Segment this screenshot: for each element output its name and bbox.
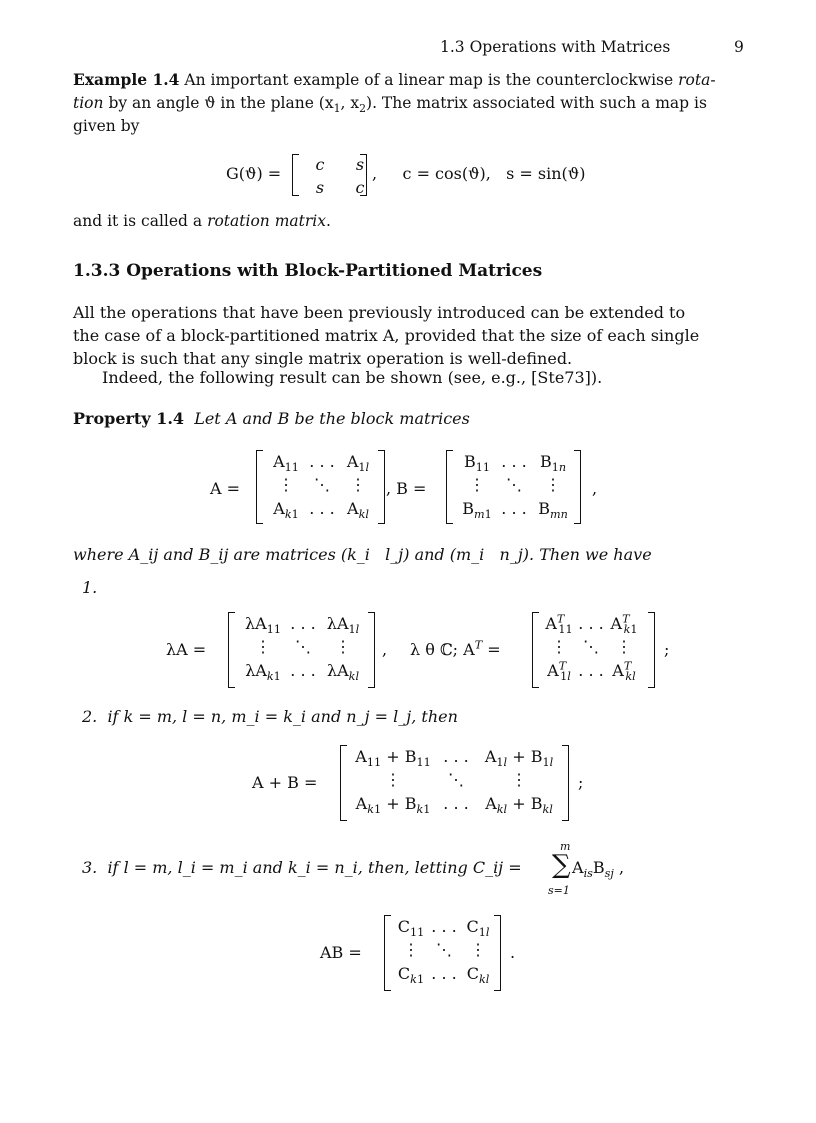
matrix-cell: $\lambda A_{1l}$ bbox=[326, 614, 360, 637]
property-label: Property 1.4 bbox=[73, 409, 185, 428]
matrix-cell: . . . bbox=[443, 747, 469, 766]
lambda-comma: , bbox=[382, 640, 388, 659]
matrix-cell: $B_{m1}$ bbox=[462, 499, 492, 522]
matrix-cell: . . . bbox=[501, 452, 527, 471]
matrix-cell: . . . bbox=[309, 452, 335, 471]
matrix-cell: c bbox=[315, 155, 325, 174]
right-bracket bbox=[494, 915, 501, 991]
matrix-cell: $A_{kl}$ bbox=[347, 499, 369, 522]
comma: , bbox=[592, 479, 598, 498]
matrix-cell: . . . bbox=[578, 661, 604, 680]
example-text-2-italic: tion bbox=[73, 94, 104, 112]
example-text-1: An important example of a linear map is the counterclockwise bbox=[179, 71, 679, 89]
matrix-cell: $A^T_{1l}$ bbox=[547, 659, 571, 684]
right-bracket bbox=[368, 612, 375, 688]
matrix-cell: ⋮ bbox=[335, 637, 351, 656]
matrix-cell: ⋮ bbox=[385, 770, 401, 789]
matrix-cell: ⋱ bbox=[295, 637, 311, 656]
matrix-cell: $\lambda A_{kl}$ bbox=[326, 661, 360, 684]
example-text-2b: ). The matrix associated with such a map is bbox=[366, 94, 707, 112]
matrix-cell: $A^T_{k1}$ bbox=[610, 612, 638, 637]
left-bracket bbox=[532, 612, 539, 688]
matrix-cell: $A_{11} + B_{11}$ bbox=[355, 747, 431, 770]
example-text-3: given by bbox=[73, 117, 140, 135]
page-number: 9 bbox=[734, 38, 744, 56]
matrix-cell: ⋮ bbox=[616, 637, 632, 656]
lambda-condition: λ θ ℂ; $A^T$ = bbox=[410, 638, 501, 659]
matrix-cell: $C_{11}$ bbox=[397, 917, 425, 940]
left-bracket bbox=[292, 154, 299, 196]
matrix-cell: . . . bbox=[431, 917, 457, 936]
matrix-cell: $C_{1l}$ bbox=[466, 917, 490, 940]
rotation-matrix-lhs: G(ϑ) = bbox=[226, 164, 282, 183]
closing-a: and it is called a bbox=[73, 212, 208, 230]
matrix-cell: ⋮ bbox=[545, 475, 561, 494]
ab-lhs: AB = bbox=[320, 943, 362, 962]
period: . bbox=[510, 943, 516, 962]
running-title: 1.3 Operations with Matrices bbox=[440, 38, 671, 56]
section-line-2: the case of a block-partitioned matrix A, provided that the size of each single bbox=[73, 326, 700, 345]
matrix-cell: ⋮ bbox=[551, 637, 567, 656]
semicolon: ; bbox=[578, 773, 584, 792]
matrix-cell: ⋮ bbox=[255, 637, 271, 656]
example-text-1-italic: rota- bbox=[678, 71, 716, 89]
matrix-cell: $\lambda A_{k1}$ bbox=[245, 661, 281, 684]
left-bracket bbox=[384, 915, 391, 991]
matrix-cell: $A^T_{11}$ bbox=[545, 612, 573, 637]
matrix-cell: ⋮ bbox=[511, 770, 527, 789]
property-statement bbox=[73, 409, 470, 428]
lambda-a-matrix bbox=[236, 614, 370, 684]
transpose-matrix bbox=[540, 612, 644, 684]
left-bracket bbox=[256, 450, 263, 524]
matrix-cell: ⋱ bbox=[506, 475, 522, 494]
example-text-2: by an angle ϑ in the plane (x bbox=[103, 94, 334, 112]
matrix-cell: $B_{1n}$ bbox=[539, 452, 567, 475]
matrix-cell: $A_{11}$ bbox=[273, 452, 299, 475]
matrix-cell: $\lambda A_{11}$ bbox=[245, 614, 281, 637]
matrix-cell: $C_{k1}$ bbox=[397, 964, 425, 987]
item-1-label: 1. bbox=[82, 578, 98, 597]
matrix-cell: ⋮ bbox=[350, 475, 366, 494]
right-bracket bbox=[648, 612, 655, 688]
sum-upper: m bbox=[560, 840, 571, 853]
matrix-cell: . . . bbox=[290, 614, 316, 633]
section-paragraph bbox=[73, 301, 745, 370]
right-bracket bbox=[378, 450, 385, 524]
matrix-cell: . . . bbox=[431, 964, 457, 983]
semicolon: ; bbox=[664, 640, 670, 659]
matrix-cell: ⋮ bbox=[470, 940, 486, 959]
closing-italic: rotation matrix bbox=[207, 212, 326, 230]
section-line-3: block is such that any single matrix operation is well-defined. bbox=[73, 349, 573, 368]
matrix-cell: ⋮ bbox=[469, 475, 485, 494]
section-heading: 1.3.3 Operations with Block-Partitioned Matrices bbox=[73, 261, 543, 281]
sum-term: $A_{is}B_{sj}$ , bbox=[572, 858, 625, 881]
left-bracket bbox=[340, 745, 347, 821]
matrix-cell: ⋱ bbox=[583, 637, 599, 656]
example-label: Example 1.4 bbox=[73, 70, 180, 89]
a-plus-b-lhs: A + B = bbox=[252, 773, 318, 792]
matrix-cell: c bbox=[355, 178, 365, 197]
section-line-1: All the operations that have been previously introduced can be extended to bbox=[73, 303, 686, 322]
matrix-cell: $A_{k1} + B_{k1}$ bbox=[355, 794, 431, 817]
lambda-cond-text: λ θ ℂ; bbox=[410, 640, 459, 659]
rotation-matrix-rhs: , c = cos(ϑ), s = sin(ϑ) bbox=[372, 164, 586, 183]
item-2: 2. if k = m, l = n, m_i = k_i and n_j = l_j, then bbox=[82, 707, 458, 726]
matrix-b-lhs: , B = bbox=[386, 479, 427, 498]
item-3: 3. if l = m, l_i = m_i and k_i = n_i, then, letting C_ij = bbox=[82, 858, 522, 877]
a-plus-b-matrix bbox=[348, 747, 564, 817]
left-bracket bbox=[446, 450, 453, 524]
matrix-cell: $A_{k1}$ bbox=[273, 499, 299, 522]
matrix-cell: ⋱ bbox=[448, 770, 464, 789]
rotation-matrix bbox=[300, 155, 380, 197]
matrix-cell: s bbox=[355, 155, 365, 174]
block-matrix-b bbox=[454, 452, 578, 522]
matrix-cell: $A_{kl} + B_{kl}$ bbox=[485, 794, 553, 817]
closing-b: . bbox=[325, 212, 331, 230]
matrix-cell: ⋮ bbox=[403, 940, 419, 959]
matrix-cell: $B_{11}$ bbox=[463, 452, 490, 475]
closing-sentence bbox=[73, 210, 745, 233]
lambda-a-lhs: λA = bbox=[166, 640, 207, 659]
left-bracket bbox=[228, 612, 235, 688]
section-paragraph-2: Indeed, the following result can be shown (see, e.g., [Ste73]). bbox=[102, 368, 603, 387]
example-paragraph: Example 1.4 An important example of a linear map is the counterclockwise rota- tion by an angle ϑ in the plane ($x_1$, $x_2$). The matrix associated with such a map is given by bbox=[73, 70, 716, 135]
right-bracket bbox=[562, 745, 569, 821]
matrix-cell: $B_{mn}$ bbox=[538, 499, 568, 522]
matrix-cell: ⋱ bbox=[436, 940, 452, 959]
sum-lower: s=1 bbox=[548, 884, 570, 897]
right-bracket bbox=[574, 450, 581, 524]
ab-matrix bbox=[392, 917, 498, 987]
matrix-cell: . . . bbox=[501, 499, 527, 518]
matrix-cell: $C_{kl}$ bbox=[466, 964, 490, 987]
sum-icon: ∑ bbox=[552, 850, 571, 880]
matrix-cell: $A_{1l}$ bbox=[346, 452, 370, 475]
matrix-cell: ⋱ bbox=[314, 475, 330, 494]
where-text: where A_ij and B_ij are matrices (k_i l_j) and (m_i n_j). Then we have bbox=[73, 545, 652, 564]
matrix-cell: ⋮ bbox=[278, 475, 294, 494]
matrix-cell: . . . bbox=[309, 499, 335, 518]
matrix-cell: s bbox=[315, 178, 325, 197]
matrix-cell: $A^T_{kl}$ bbox=[612, 659, 636, 684]
right-bracket bbox=[360, 154, 367, 196]
matrix-cell: . . . bbox=[443, 794, 469, 813]
block-matrix-a bbox=[264, 452, 380, 522]
matrix-a-lhs: A = bbox=[210, 479, 241, 498]
matrix-cell: . . . bbox=[290, 661, 316, 680]
matrix-cell: $A_{1l} + B_{1l}$ bbox=[484, 747, 554, 770]
matrix-cell: . . . bbox=[578, 614, 604, 633]
property-text: Let A and B be the block matrices bbox=[194, 409, 470, 428]
